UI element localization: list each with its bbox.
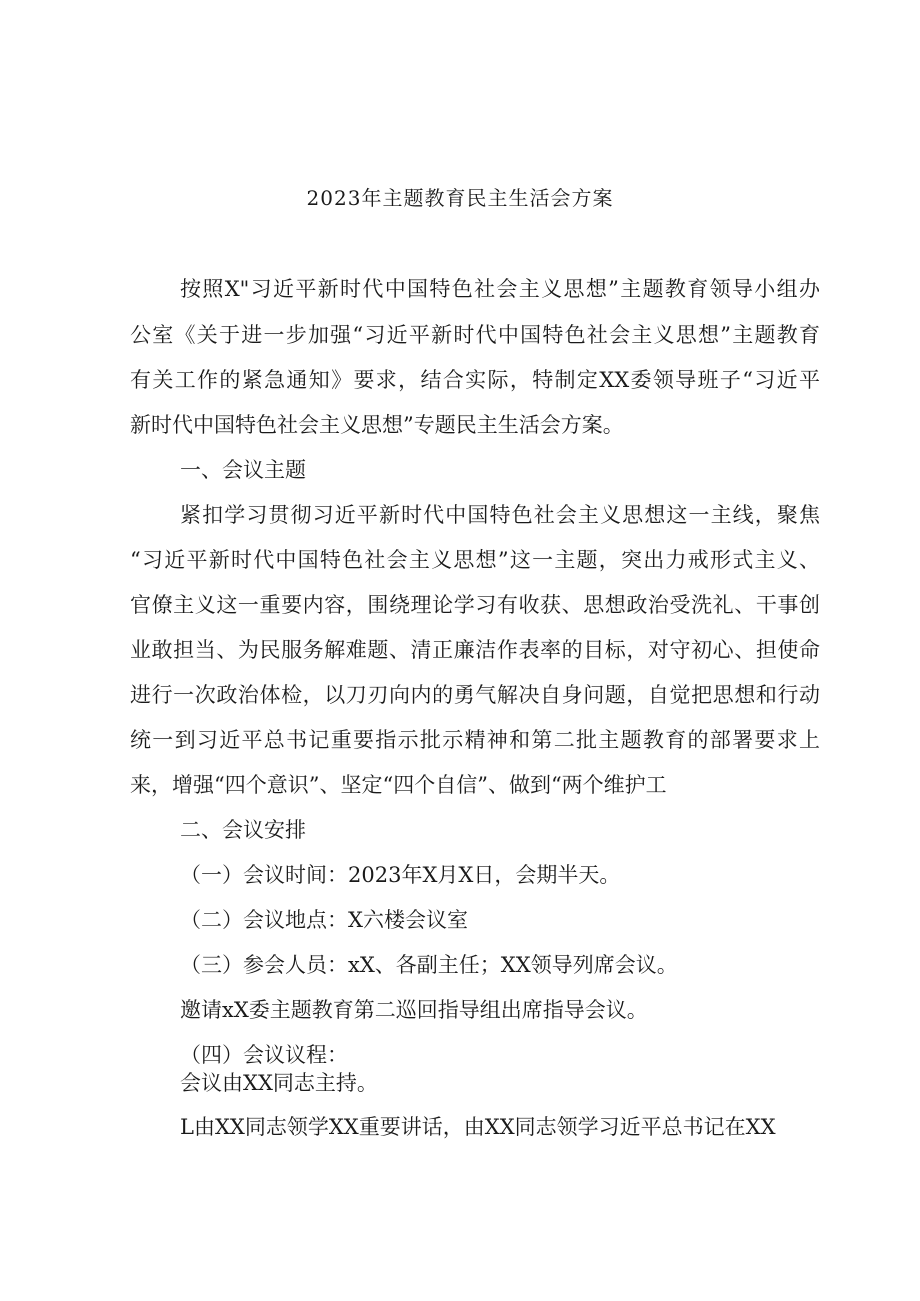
section1-line-4: 业敢担当、为民服务解难题、清正廉洁作表率的目标，对守初心、担使命: [130, 638, 820, 662]
intro-line-2: 公室《关于进一步加强“习近平新时代中国特色社会主义思想”主题教育: [130, 323, 820, 347]
meeting-time: （一）会议时间：2023年X月X日，会期半天。: [180, 863, 621, 887]
agenda-heading: （四）会议议程：: [180, 1043, 348, 1067]
section1-heading: 一、会议主题: [180, 458, 306, 482]
section1-line-6: 统一到习近平总书记重要指示批示精神和第二批主题教育的部署要求上: [130, 728, 820, 752]
meeting-invite: 邀请xX委主题教育第二巡回指导组出席指导会议。: [180, 998, 648, 1022]
document-title: 2023年主题教育民主生活会方案: [306, 186, 614, 210]
intro-line-4: 新时代中国特色社会主义思想”专题民主生活会方案。: [130, 413, 624, 437]
section1-line-5: 进行一次政治体检，以刀刃向内的勇气解决自身问题，自觉把思想和行动: [130, 683, 820, 707]
agenda-item-1: L由XX同志领学XX重要讲话，由XX同志领学习近平总书记在XX: [180, 1115, 776, 1139]
section1-line-7: 来，增强“四个意识”、坚定“四个自信”、做到“两个维护工: [130, 773, 667, 797]
intro-line-1: 按照X"习近平新时代中国特色社会主义思想”主题教育领导小组办: [180, 277, 820, 301]
intro-line-3: 有关工作的紧急通知》要求，结合实际，特制定XX委领导班子“习近平: [130, 368, 820, 392]
section1-line-3: 官僚主义这一重要内容，围绕理论学习有收获、思想政治受洗礼、干事创: [130, 593, 820, 617]
meeting-attendees: （三）参会人员：xX、各副主任；XX领导列席会议。: [180, 953, 678, 977]
agenda-host: 会议由XX同志主持。: [180, 1071, 378, 1095]
section2-heading: 二、会议安排: [180, 818, 306, 842]
meeting-place: （二）会议地点：X六楼会议室: [180, 908, 468, 932]
section1-line-2: “习近平新时代中国特色社会主义思想”这一主题，突出力戒形式主义、: [130, 548, 820, 572]
section1-line-1: 紧扣学习贯彻习近平新时代中国特色社会主义思想这一主线，聚焦: [180, 503, 820, 527]
